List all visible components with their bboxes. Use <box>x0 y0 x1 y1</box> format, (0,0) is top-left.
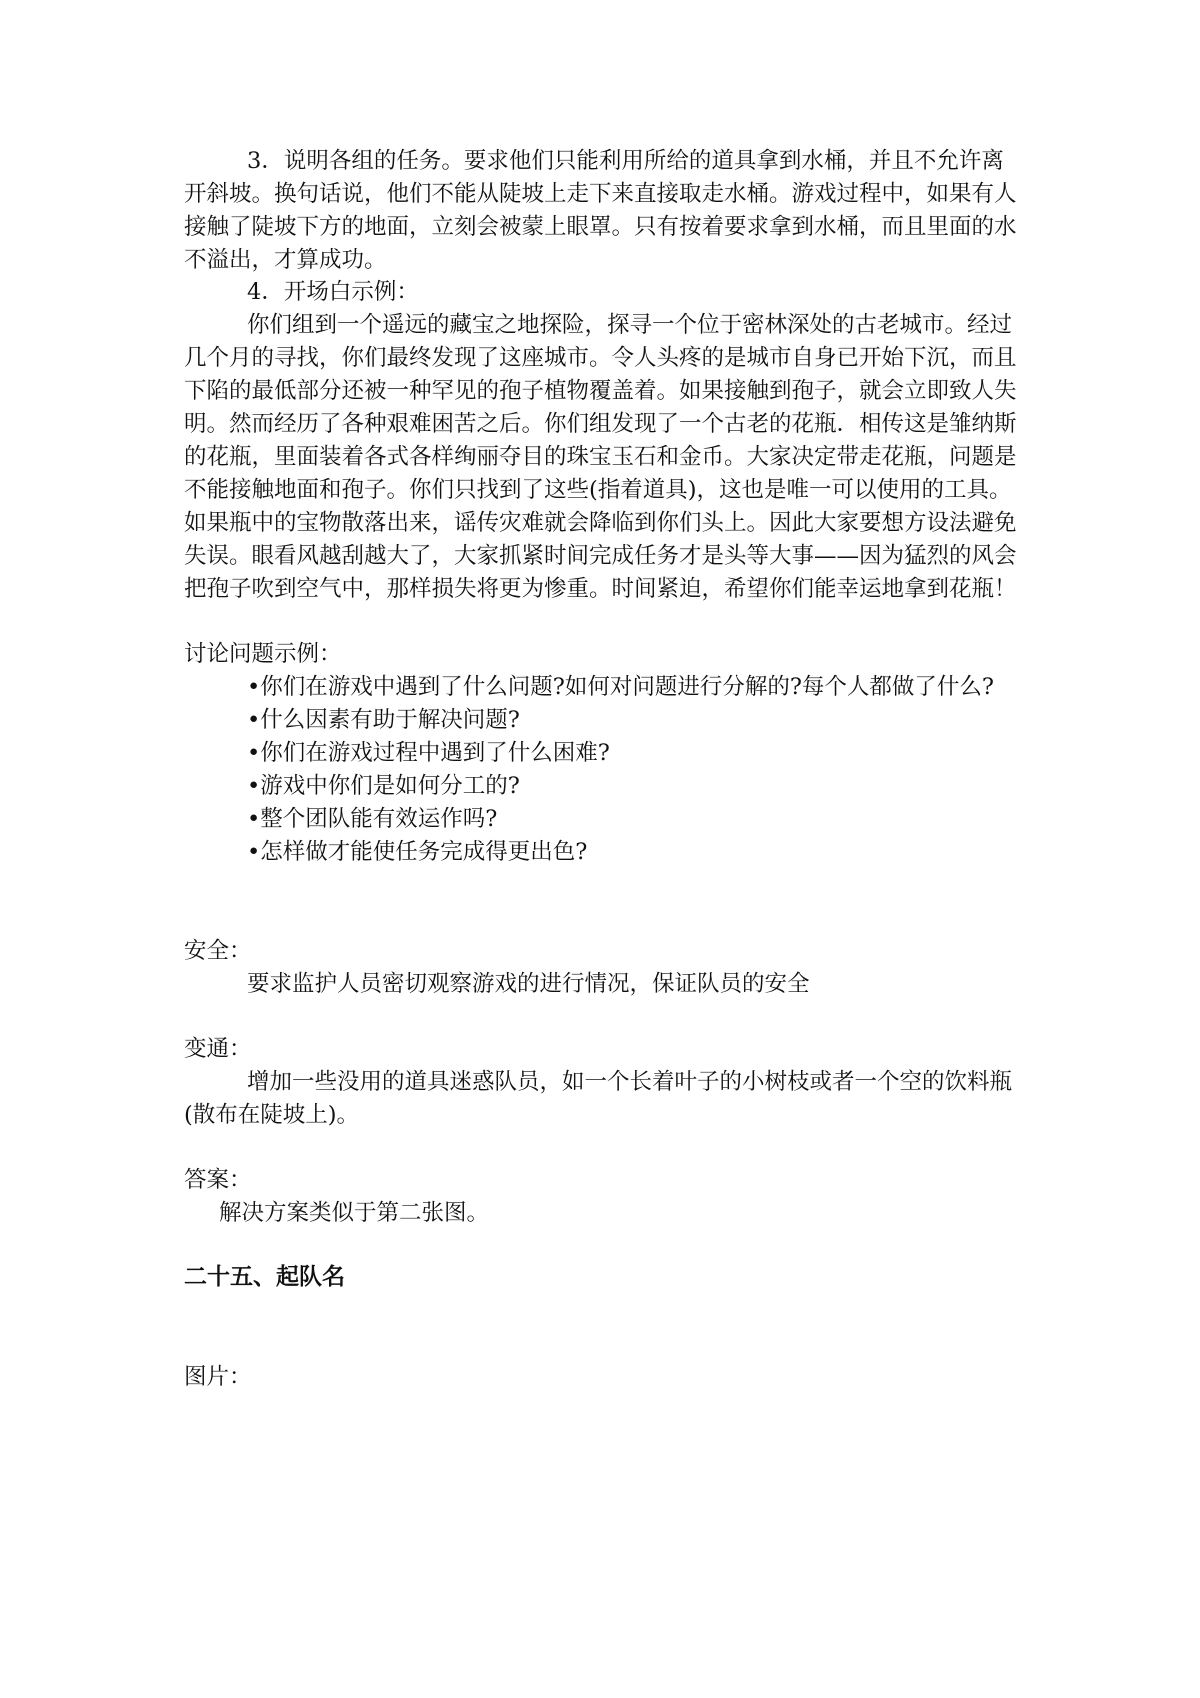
discussion-item: •游戏中你们是如何分工的? <box>247 773 520 799</box>
safety-title: 安全： <box>184 938 252 964</box>
variation-title: 变通： <box>184 1036 252 1062</box>
opening-paragraph: 你们组到一个遥远的藏宝之地探险，探寻一个位于密林深处的古老城市。经过几个月的寻找，你们最终发现了这座城市。令人头疼的是城市自身已开始下沉，而且下陷的最低部分还被一种罕见的孢子植物覆盖着。如果接触到孢子，就会立即致人失明。然而经历了各种艰难困苦之后。你们组发现了一个古老的花瓶．相传这是雏纳斯的花瓶，里面装着各式各样绚丽夺目的珠宝玉石和金币。大家决定带走花瓶，问题是不能接触地面和孢子。你们只找到了这些(指着道具)，这也是唯一可以使用的工具。如果瓶中的宝物散落出来，谣传灾难就会降临到你们头上。因此大家要想方设法避免失误。眼看风越刮越大了，大家抓紧时间完成任务才是头等大事——因为猛烈的风会把孢子吹到空气中，那样损失将更为惨重。时间紧迫，希望你们能幸运地拿到花瓶！ <box>184 312 1017 602</box>
safety-text: 要求监护人员密切观察游戏的进行情况，保证队员的安全 <box>247 971 810 997</box>
variation-text: 增加一些没用的道具迷惑队员，如一个长着叶子的小树枝或者一个空的饮料瓶(散布在陡坡上)。 <box>184 1069 1013 1128</box>
discussion-item: •整个团队能有效运作吗? <box>247 806 498 832</box>
section-heading: 二十五、起队名 <box>184 1264 345 1290</box>
discussion-item: •你们在游戏过程中遇到了什么困难? <box>247 740 610 766</box>
discussion-title: 讨论问题示例： <box>184 641 342 667</box>
discussion-item: •什么因素有助于解决问题? <box>247 707 520 733</box>
discussion-item: •你们在游戏中遇到了什么问题?如何对问题进行分解的?每个人都做了什么? <box>247 674 994 700</box>
discussion-item: •怎样做才能使任务完成得更出色? <box>247 839 588 865</box>
picture-label: 图片： <box>184 1364 252 1390</box>
answer-title: 答案： <box>184 1167 252 1193</box>
answer-text: 解决方案类似于第二张图。 <box>219 1200 490 1226</box>
opening-title: 4．开场白示例： <box>247 279 419 305</box>
task-paragraph: 3．说明各组的任务。要求他们只能利用所给的道具拿到水桶，并且不允许离开斜坡。换句话说，他们不能从陡坡上走下来直接取走水桶。游戏过程中，如果有人接触了陡坡下方的地面，立刻会被蒙上眼罩。只有按着要求拿到水桶，而且里面的水不溢出，才算成功。 <box>184 148 1017 273</box>
discussion-list <box>184 671 1024 869</box>
